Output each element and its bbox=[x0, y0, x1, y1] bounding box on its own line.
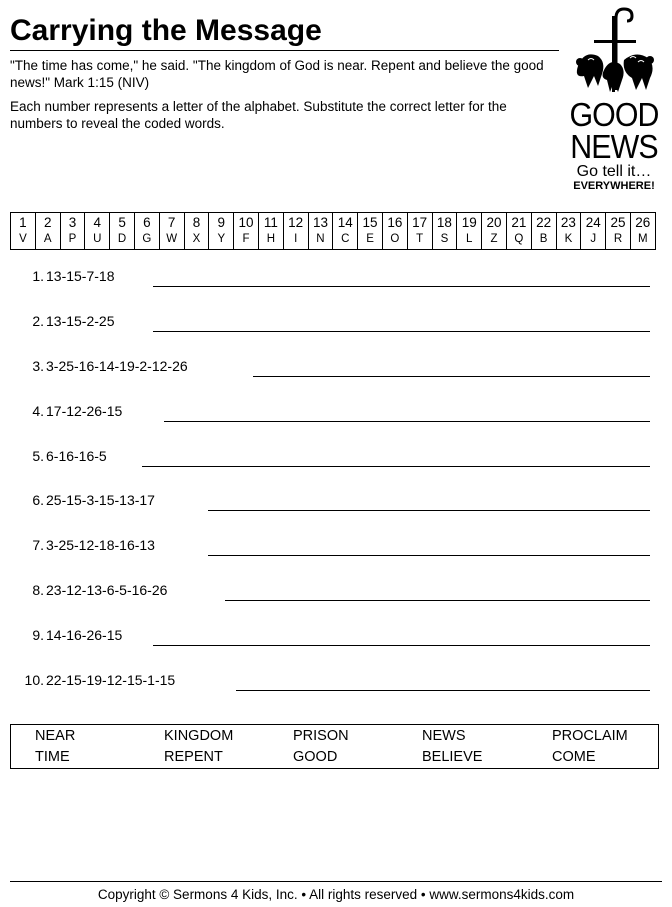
cipher-number: 7 bbox=[167, 215, 176, 230]
word-bank-word: NEAR bbox=[35, 728, 76, 744]
cipher-letter: C bbox=[341, 233, 350, 245]
cipher-cell bbox=[457, 213, 482, 250]
word-bank-word: PROCLAIM bbox=[552, 728, 628, 744]
answer-line[interactable] bbox=[253, 376, 650, 377]
answer-line[interactable] bbox=[164, 421, 650, 422]
question-item bbox=[10, 358, 650, 378]
cipher-letter: S bbox=[440, 233, 449, 245]
instructions: Each number represents a letter of the alphabet. Substitute the correct letter for the numbers to reveal the coded words. bbox=[10, 99, 507, 131]
cipher-letter: Y bbox=[217, 233, 226, 245]
cipher-letter: U bbox=[93, 233, 102, 245]
cipher-cell bbox=[234, 213, 259, 250]
question-item bbox=[10, 448, 650, 468]
word-bank-word: PRISON bbox=[293, 728, 349, 744]
cipher-cell bbox=[283, 213, 308, 250]
cipher-number: 1 bbox=[19, 215, 27, 230]
cipher-cell bbox=[35, 213, 60, 250]
coded-word: 17-12-26-15 bbox=[46, 403, 123, 419]
cipher-cell bbox=[159, 213, 184, 250]
cipher-cell bbox=[407, 213, 432, 250]
cipher-number: 26 bbox=[635, 215, 651, 230]
question-item bbox=[10, 268, 650, 288]
word-bank-word: TIME bbox=[35, 749, 70, 765]
cipher-cell bbox=[432, 213, 457, 250]
answer-line[interactable] bbox=[142, 466, 650, 467]
word-bank-word: GOOD bbox=[293, 749, 338, 765]
question-item bbox=[10, 672, 650, 692]
cipher-letter: K bbox=[564, 233, 573, 245]
cipher-number: 21 bbox=[511, 215, 527, 230]
question-item bbox=[10, 492, 650, 512]
cipher-number: 3 bbox=[68, 215, 77, 230]
cipher-number: 16 bbox=[387, 215, 403, 230]
cipher-cell bbox=[85, 213, 110, 250]
cipher-number: 13 bbox=[312, 215, 328, 230]
cipher-number: 10 bbox=[238, 215, 254, 230]
cipher-cell bbox=[531, 213, 556, 250]
question-number: 9. bbox=[32, 627, 44, 643]
cipher-letter: O bbox=[390, 233, 400, 245]
cipher-letter: F bbox=[242, 233, 250, 245]
cipher-letter: D bbox=[117, 233, 127, 245]
footer-divider bbox=[10, 881, 662, 882]
cipher-row bbox=[11, 213, 656, 250]
cipher-number: 17 bbox=[412, 215, 428, 230]
cipher-number: 9 bbox=[217, 215, 226, 230]
answer-line[interactable] bbox=[208, 510, 650, 511]
cipher-letter: V bbox=[19, 233, 27, 245]
cipher-cell bbox=[556, 213, 581, 250]
question-number: 3. bbox=[32, 358, 44, 374]
page-title: Carrying the Message bbox=[10, 14, 322, 47]
footer-copyright: Copyright © Sermons 4 Kids, Inc. • All rights reserved • www.sermons4kids.com bbox=[97, 887, 575, 902]
answer-line[interactable] bbox=[208, 555, 650, 556]
word-bank-word: KINGDOM bbox=[164, 728, 234, 744]
coded-word: 22-15-19-12-15-1-15 bbox=[46, 672, 176, 688]
word-bank bbox=[10, 724, 659, 769]
question-item bbox=[10, 582, 650, 602]
answer-line[interactable] bbox=[153, 645, 650, 646]
scripture-quote: "The time has come," he said. "The kingdom of God is near. Repent and believe the good news!" Mark 1:15 (NIV) bbox=[10, 58, 544, 90]
cipher-letter: X bbox=[192, 233, 201, 245]
cipher-letter: P bbox=[68, 233, 77, 245]
title-divider bbox=[10, 50, 559, 51]
cipher-number: 22 bbox=[536, 215, 552, 230]
cipher-letter: Q bbox=[514, 233, 524, 245]
cipher-cell bbox=[358, 213, 383, 250]
cipher-cell bbox=[11, 213, 36, 250]
cipher-cell bbox=[60, 213, 85, 250]
question-number: 6. bbox=[32, 492, 44, 508]
cipher-number: 5 bbox=[118, 215, 126, 230]
cipher-letter: N bbox=[316, 233, 325, 245]
cipher-cell bbox=[134, 213, 159, 250]
question-item bbox=[10, 537, 650, 557]
good-news-logo bbox=[564, 6, 664, 198]
cipher-number: 15 bbox=[362, 215, 378, 230]
question-number: 7. bbox=[32, 537, 44, 553]
question-item bbox=[10, 627, 650, 647]
cipher-cell bbox=[581, 213, 606, 250]
cipher-cell bbox=[482, 213, 507, 250]
cross-with-sheep-icon bbox=[564, 6, 664, 98]
word-bank-word: REPENT bbox=[164, 749, 223, 765]
cipher-number: 8 bbox=[192, 215, 201, 230]
word-bank-word: COME bbox=[552, 749, 596, 765]
cipher-letter: R bbox=[613, 233, 623, 245]
question-number: 1. bbox=[32, 268, 44, 284]
cipher-number: 23 bbox=[560, 215, 576, 230]
question-item bbox=[10, 313, 650, 333]
cipher-letter: M bbox=[638, 233, 648, 245]
cipher-letter: B bbox=[539, 233, 548, 245]
cipher-number: 2 bbox=[43, 215, 52, 230]
coded-word: 14-16-26-15 bbox=[46, 627, 123, 643]
cipher-number: 14 bbox=[337, 215, 353, 230]
cipher-cell bbox=[382, 213, 407, 250]
cipher-letter: A bbox=[43, 233, 52, 245]
question-number: 4. bbox=[32, 403, 44, 419]
coded-word: 3-25-12-18-16-13 bbox=[46, 537, 155, 553]
logo-everywhere: EVERYWHERE! bbox=[573, 180, 655, 192]
cipher-number: 18 bbox=[436, 215, 452, 230]
coded-word: 3-25-16-14-19-2-12-26 bbox=[46, 358, 188, 374]
cipher-number: 20 bbox=[486, 215, 502, 230]
cipher-letter: E bbox=[366, 233, 374, 245]
question-number: 2. bbox=[32, 313, 44, 329]
coded-word: 6-16-16-5 bbox=[46, 448, 107, 464]
cipher-cell bbox=[333, 213, 358, 250]
cipher-number: 24 bbox=[585, 215, 601, 230]
cipher-cell bbox=[184, 213, 209, 250]
word-bank-word: BELIEVE bbox=[422, 749, 483, 765]
cipher-key-table bbox=[10, 212, 656, 250]
answer-line[interactable] bbox=[153, 286, 650, 287]
cipher-cell bbox=[209, 213, 234, 250]
cipher-letter: T bbox=[416, 233, 424, 245]
cipher-number: 4 bbox=[93, 215, 102, 230]
question-number: 10. bbox=[24, 672, 44, 688]
answer-line[interactable] bbox=[225, 600, 650, 601]
cipher-cell bbox=[606, 213, 631, 250]
question-item bbox=[10, 403, 650, 423]
cipher-number: 25 bbox=[610, 215, 626, 230]
cipher-number: 11 bbox=[263, 215, 278, 230]
answer-line[interactable] bbox=[236, 690, 650, 691]
answer-line[interactable] bbox=[153, 331, 650, 332]
cipher-number: 12 bbox=[288, 215, 304, 230]
question-number: 5. bbox=[32, 448, 44, 464]
cipher-cell bbox=[506, 213, 531, 250]
word-bank-word: NEWS bbox=[422, 728, 466, 744]
logo-news: NEWS bbox=[570, 128, 658, 165]
coded-word: 13-15-7-18 bbox=[46, 268, 115, 284]
cipher-number: 19 bbox=[461, 215, 477, 230]
cipher-cell bbox=[308, 213, 333, 250]
logo-good: GOOD bbox=[569, 96, 659, 133]
cipher-cell bbox=[630, 213, 655, 250]
cipher-letter: Z bbox=[490, 233, 498, 245]
cipher-letter: I bbox=[294, 233, 298, 245]
logo-tagline: Go tell it… bbox=[576, 163, 652, 180]
coded-word: 25-15-3-15-13-17 bbox=[46, 492, 155, 508]
cipher-letter: J bbox=[590, 233, 597, 245]
cipher-number: 6 bbox=[143, 215, 151, 230]
coded-word: 23-12-13-6-5-16-26 bbox=[46, 582, 168, 598]
cipher-letter: G bbox=[142, 233, 152, 245]
cipher-letter: W bbox=[166, 233, 178, 245]
coded-word: 13-15-2-25 bbox=[46, 313, 115, 329]
cipher-letter: L bbox=[466, 233, 473, 245]
cipher-cell bbox=[258, 213, 283, 250]
question-number: 8. bbox=[32, 582, 44, 598]
cipher-cell bbox=[110, 213, 135, 250]
cipher-letter: H bbox=[266, 233, 276, 245]
